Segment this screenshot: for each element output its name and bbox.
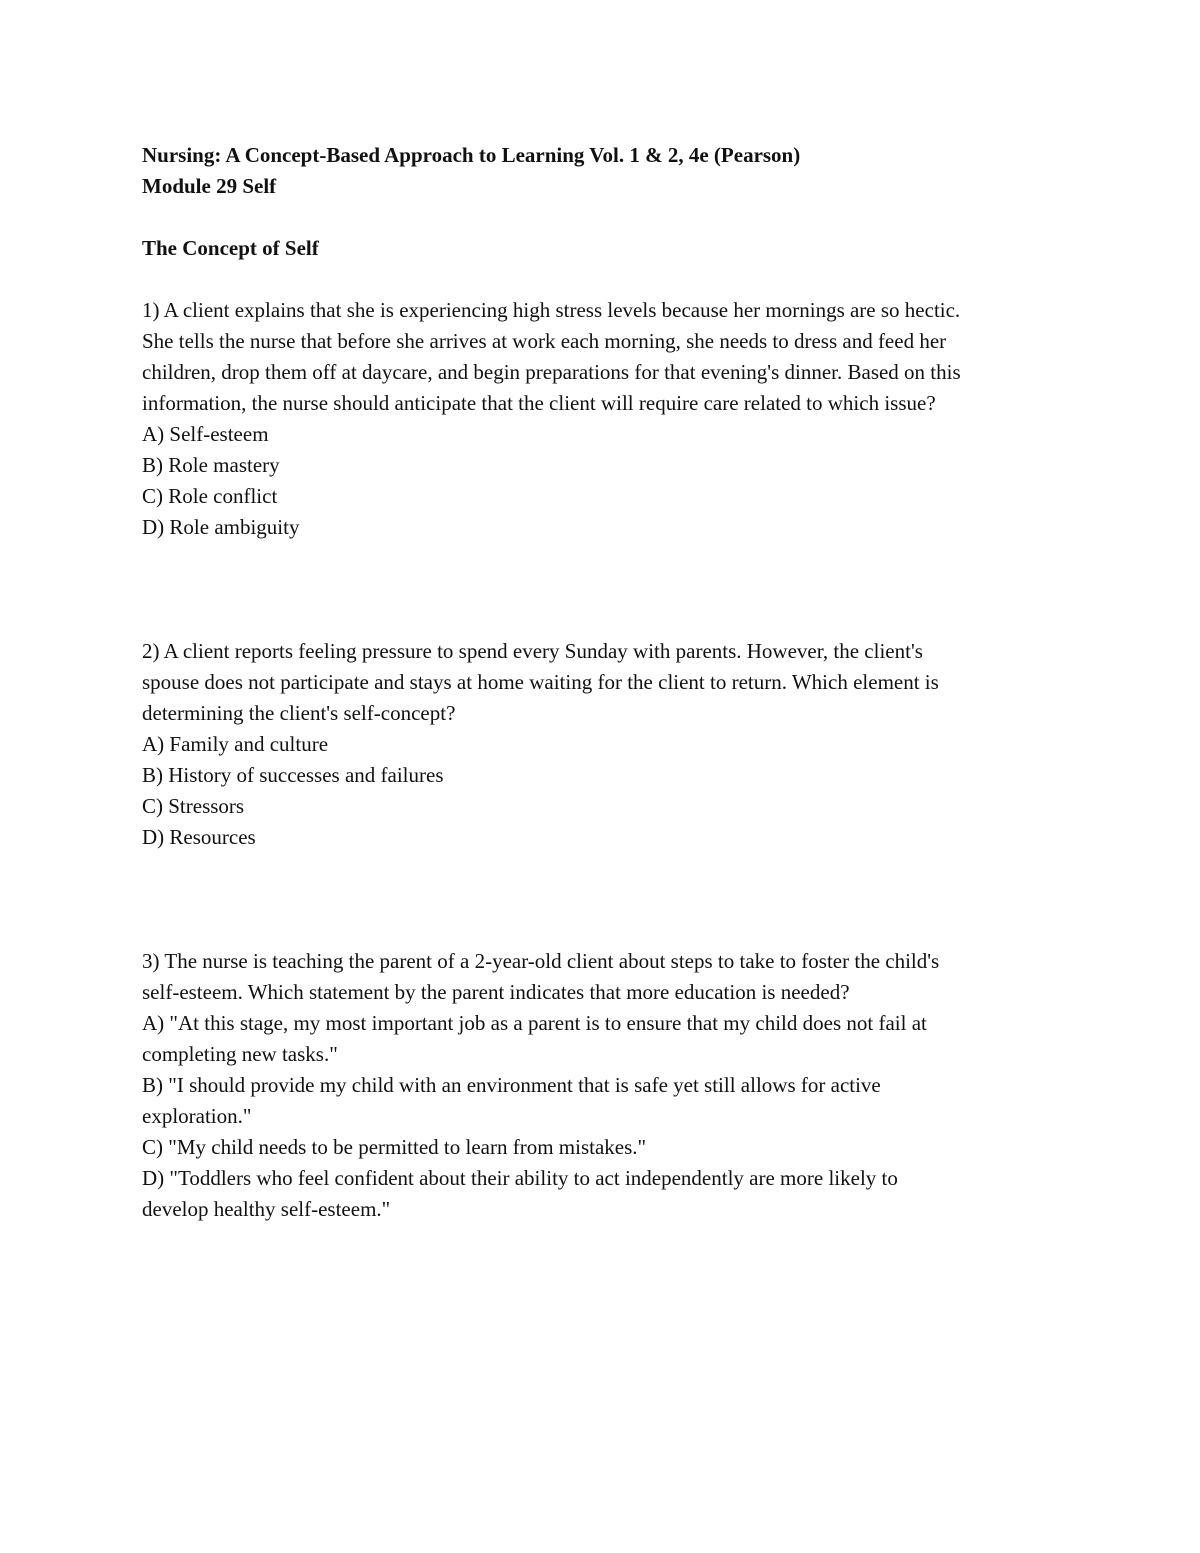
answer-option-c: C) "My child needs to be permitted to learn from mistakes." <box>142 1135 647 1159</box>
question-1 <box>142 295 1072 543</box>
question-stem-line: She tells the nurse that before she arrives at work each morning, she needs to dress and feed her <box>142 329 947 353</box>
answer-option-a: A) Family and culture <box>142 732 329 756</box>
question-2 <box>142 636 1072 853</box>
document-content <box>142 140 1072 1225</box>
answer-option-a: A) Self-esteem <box>142 422 269 446</box>
answer-option-c: C) Role conflict <box>142 484 278 508</box>
answer-option-d: D) Resources <box>142 825 256 849</box>
answer-option-d: D) Role ambiguity <box>142 515 300 539</box>
answer-option-a: A) "At this stage, my most important job as a parent is to ensure that my child does not fail at <box>142 1011 927 1035</box>
question-stem-line: 1) A client explains that she is experiencing high stress levels because her mornings are so hectic. <box>142 298 961 322</box>
answer-option-d-continued: develop healthy self-esteem." <box>142 1197 391 1221</box>
question-stem-line: determining the client's self-concept? <box>142 701 456 725</box>
module-title: Module 29 Self <box>142 174 277 198</box>
question-3 <box>142 946 1072 1225</box>
answer-option-c: C) Stressors <box>142 794 245 818</box>
answer-option-b-continued: exploration." <box>142 1104 252 1128</box>
answer-option-d: D) "Toddlers who feel confident about their ability to act independently are more likely to <box>142 1166 898 1190</box>
question-stem-line: 3) The nurse is teaching the parent of a 2-year-old client about steps to take to foster the child's <box>142 949 940 973</box>
question-stem-line: spouse does not participate and stays at home waiting for the client to return. Which element is <box>142 670 939 694</box>
question-stem-line: 2) A client reports feeling pressure to spend every Sunday with parents. However, the client's <box>142 639 923 663</box>
answer-option-a-continued: completing new tasks." <box>142 1042 338 1066</box>
section-title: The Concept of Self <box>142 236 319 260</box>
question-stem-line: information, the nurse should anticipate that the client will require care related to which issue? <box>142 391 936 415</box>
question-stem-line: children, drop them off at daycare, and begin preparations for that evening's dinner. Based on this <box>142 360 961 384</box>
question-stem-line: self-esteem. Which statement by the parent indicates that more education is needed? <box>142 980 850 1004</box>
answer-option-b: B) History of successes and failures <box>142 763 444 787</box>
answer-option-b: B) "I should provide my child with an environment that is safe yet still allows for active <box>142 1073 881 1097</box>
book-title: Nursing: A Concept-Based Approach to Learning Vol. 1 & 2, 4e (Pearson) <box>142 143 801 167</box>
answer-option-b: B) Role mastery <box>142 453 280 477</box>
